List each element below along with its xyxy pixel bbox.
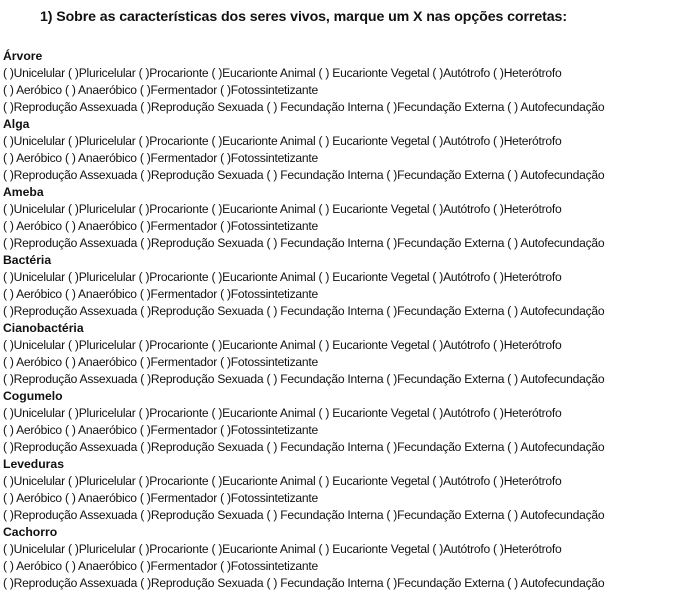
option-line-2: ( ) Aeróbico ( ) Anaeróbico ( )Fermentador ( )Fotossintetizante	[3, 423, 318, 437]
option-line-3: ( )Reprodução Assexuada ( )Reprodução Sexuada ( ) Fecundação Interna ( )Fecundação Externa ( ) Autofecundação	[3, 372, 605, 386]
organism-name: Alga	[3, 117, 30, 131]
organism-block	[3, 320, 674, 388]
option-line-2: ( ) Aeróbico ( ) Anaeróbico ( )Fermentador ( )Fotossintetizante	[3, 151, 318, 165]
organism-block	[3, 48, 674, 116]
option-line-1: ( )Unicelular ( )Pluricelular ( )Procarionte ( )Eucarionte Animal ( ) Eucarionte Vegetal ( )Autótrofo ( )Heterótrofo	[3, 66, 562, 80]
option-line-2: ( ) Aeróbico ( ) Anaeróbico ( )Fermentador ( )Fotossintetizante	[3, 83, 318, 97]
organism-block	[3, 388, 674, 456]
option-line-2: ( ) Aeróbico ( ) Anaeróbico ( )Fermentador ( )Fotossintetizante	[3, 491, 318, 505]
option-line-3: ( )Reprodução Assexuada ( )Reprodução Sexuada ( ) Fecundação Interna ( )Fecundação Externa ( ) Autofecundação	[3, 304, 605, 318]
option-line-2: ( ) Aeróbico ( ) Anaeróbico ( )Fermentador ( )Fotossintetizante	[3, 287, 318, 301]
option-line-1: ( )Unicelular ( )Pluricelular ( )Procarionte ( )Eucarionte Animal ( ) Eucarionte Vegetal ( )Autótrofo ( )Heterótrofo	[3, 270, 562, 284]
organism-block	[3, 116, 674, 184]
organism-name: Árvore	[3, 49, 43, 63]
option-line-1: ( )Unicelular ( )Pluricelular ( )Procarionte ( )Eucarionte Animal ( ) Eucarionte Vegetal ( )Autótrofo ( )Heterótrofo	[3, 202, 562, 216]
organism-name: Bactéria	[3, 253, 52, 267]
organism-name: Cogumelo	[3, 389, 63, 403]
option-line-1: ( )Unicelular ( )Pluricelular ( )Procarionte ( )Eucarionte Animal ( ) Eucarionte Vegetal ( )Autótrofo ( )Heterótrofo	[3, 406, 562, 420]
organism-block	[3, 252, 674, 320]
organism-block	[3, 184, 674, 252]
organism-name: Leveduras	[3, 457, 64, 471]
option-line-2: ( ) Aeróbico ( ) Anaeróbico ( )Fermentador ( )Fotossintetizante	[3, 219, 318, 233]
option-line-3: ( )Reprodução Assexuada ( )Reprodução Sexuada ( ) Fecundação Interna ( )Fecundação Externa ( ) Autofecundação	[3, 440, 605, 454]
option-line-3: ( )Reprodução Assexuada ( )Reprodução Sexuada ( ) Fecundação Interna ( )Fecundação Externa ( ) Autofecundação	[3, 100, 605, 114]
option-line-2: ( ) Aeróbico ( ) Anaeróbico ( )Fermentador ( )Fotossintetizante	[3, 355, 318, 369]
organism-name: Cachorro	[3, 525, 58, 539]
option-line-3: ( )Reprodução Assexuada ( )Reprodução Sexuada ( ) Fecundação Interna ( )Fecundação Externa ( ) Autofecundação	[3, 236, 605, 250]
option-line-3: ( )Reprodução Assexuada ( )Reprodução Sexuada ( ) Fecundação Interna ( )Fecundação Externa ( ) Autofecundação	[3, 508, 605, 522]
organism-list	[3, 48, 674, 592]
option-line-1: ( )Unicelular ( )Pluricelular ( )Procarionte ( )Eucarionte Animal ( ) Eucarionte Vegetal ( )Autótrofo ( )Heterótrofo	[3, 474, 562, 488]
organism-block	[3, 456, 674, 524]
organism-name: Cianobactéria	[3, 321, 84, 335]
organism-name: Ameba	[3, 185, 44, 199]
option-line-2: ( ) Aeróbico ( ) Anaeróbico ( )Fermentador ( )Fotossintetizante	[3, 559, 318, 573]
option-line-3: ( )Reprodução Assexuada ( )Reprodução Sexuada ( ) Fecundação Interna ( )Fecundação Externa ( ) Autofecundação	[3, 168, 605, 182]
option-line-1: ( )Unicelular ( )Pluricelular ( )Procarionte ( )Eucarionte Animal ( ) Eucarionte Vegetal ( )Autótrofo ( )Heterótrofo	[3, 542, 562, 556]
option-line-1: ( )Unicelular ( )Pluricelular ( )Procarionte ( )Eucarionte Animal ( ) Eucarionte Vegetal ( )Autótrofo ( )Heterótrofo	[3, 338, 562, 352]
option-line-1: ( )Unicelular ( )Pluricelular ( )Procarionte ( )Eucarionte Animal ( ) Eucarionte Vegetal ( )Autótrofo ( )Heterótrofo	[3, 134, 562, 148]
question-title: 1) Sobre as características dos seres vivos, marque um X nas opções corretas:	[40, 9, 567, 25]
option-line-3: ( )Reprodução Assexuada ( )Reprodução Sexuada ( ) Fecundação Interna ( )Fecundação Externa ( ) Autofecundação	[3, 576, 605, 590]
organism-block	[3, 524, 674, 592]
